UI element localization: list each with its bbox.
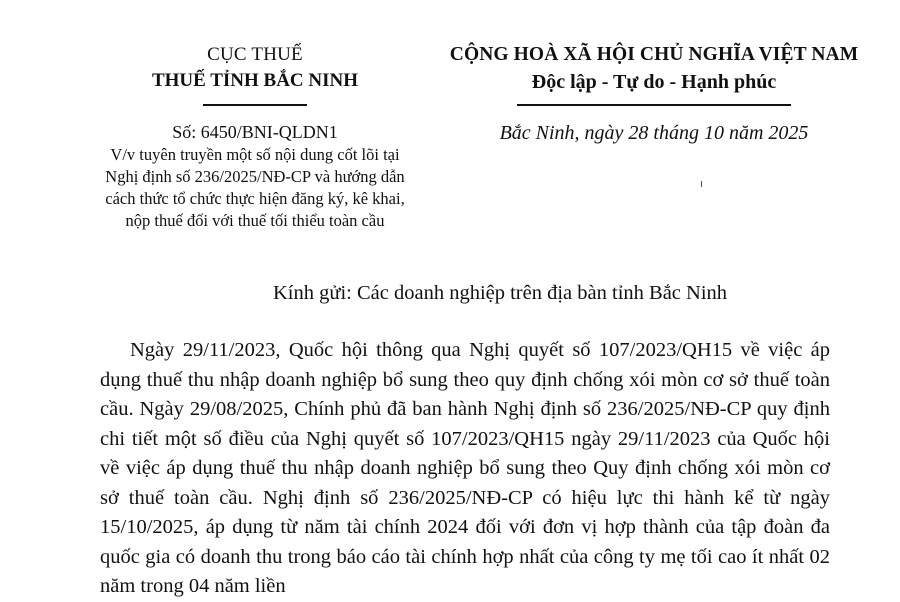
national-title: CỘNG HOÀ XÃ HỘI CHỦ NGHĨA VIỆT NAM (449, 44, 859, 65)
body-paragraph: Ngày 29/11/2023, Quốc hội thông qua Nghị quyết số 107/2023/QH15 về việc áp dụng thuế thu nhập doanh nghiệp bổ sung theo quy định chống xói mòn cơ sở thuế toàn cầu. Ngày 29/08/2025, Chính phủ đã ban hành Nghị định số 236/2025/NĐ-CP quy định chi tiết một số điều của Nghị quyết số 107/2023/QH15 ngày 29/11/2023 của Quốc hội về việc áp dụng thuế thu nhập doanh nghiệp bổ sung theo Quy định chống xói mòn cơ sở thuế toàn cầu. Nghị định số 236/2025/NĐ-CP có hiệu lực thi hành kể từ ngày 15/10/2025, áp dụng từ năm tài chính 2024 đối với đơn vị hợp thành của tập đoàn đa quốc gia có doanh thu trong báo cáo tài chính hợp nhất của công ty mẹ tối cao ít nhất 02 năm trong 04 năm liền (100, 339, 830, 597)
motto-underline (517, 104, 791, 106)
issuing-agency-block (60, 42, 450, 232)
subject-line: V/v tuyên truyền một số nội dung cốt lõi tại (110, 144, 400, 164)
document-number: Số: 6450/BNI-QLDN1 (172, 121, 338, 142)
agency-underline (203, 104, 307, 106)
subject-line: nộp thuế đối với thuế tối thiểu toàn cầu (125, 210, 385, 230)
agency-name: CỤC THUẾ (207, 44, 303, 65)
recipient-line: Kính gửi: Các doanh nghiệp trên địa bàn tỉnh Bắc Ninh (272, 282, 728, 304)
subject-line: Nghị định số 236/2025/NĐ-CP và hướng dẫn (105, 166, 405, 186)
sub-agency-name: THUẾ TỈNH BẮC NINH (151, 70, 359, 91)
subject-line: cách thức tổ chức thực hiện đăng ký, kê khai, (105, 188, 405, 208)
document-subject (60, 144, 450, 232)
place-and-date: Bắc Ninh, ngày 28 tháng 10 năm 2025 (499, 121, 809, 144)
national-motto: Độc lập - Tự do - Hạnh phúc (531, 71, 777, 93)
scan-mark (701, 181, 702, 187)
national-heading-block (420, 42, 888, 147)
